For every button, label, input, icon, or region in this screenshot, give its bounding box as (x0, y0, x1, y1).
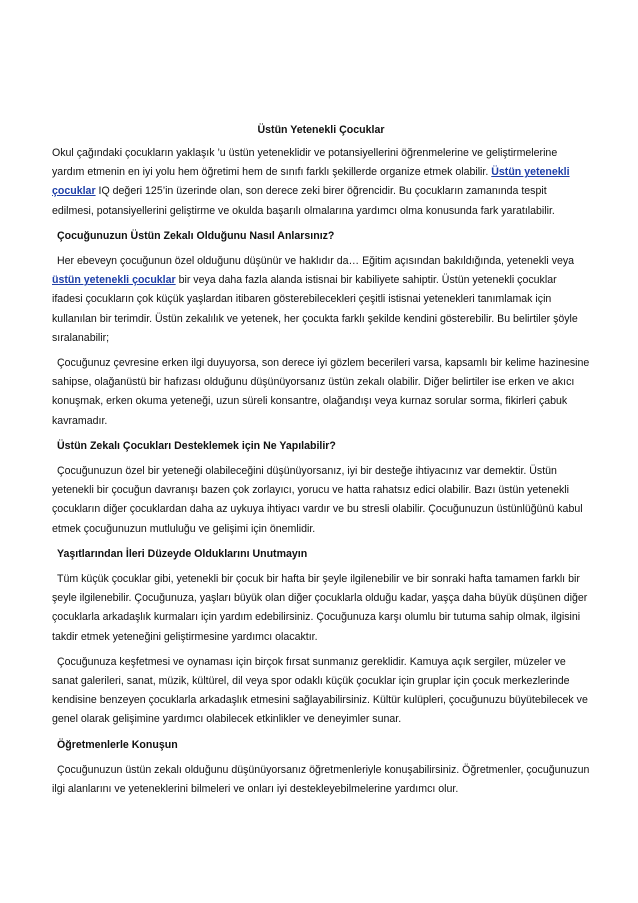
section-heading-peers: Yaşıtlarından İleri Düzeyde Olduklarını Unutmayın (57, 547, 308, 560)
section-heading-recognize: Çocuğunuzun Üstün Zekalı Olduğunu Nasıl Anlarsınız? (57, 229, 335, 242)
section1-link[interactable]: üstün yetenekli çocuklar (52, 274, 176, 287)
document-title: Üstün Yetenekli Çocuklar (257, 124, 385, 136)
section1-text-after: bir veya daha fazla alanda istisnai bir kabiliyete sahiptir. Üstün yetenekli çocuklar ifadesi çocukların çok küçük yaşlardan itibaren gösterebilecekleri çeşitli istisnai yetenekleri tanımlamak için kullanılan bir terimdir. Üstün zekalılık ve yetenek, her çocukta farklı şekilde kendini gösterebilir. Bu belirtiler şöyle sıralanabilir; (52, 274, 578, 344)
intro-text-before: Okul çağındaki çocukların yaklaşık ’u üstün yeteneklidir ve potansiyellerini öğrenmelerine ve geliştirmelerine yardım etmenin en iyi yolu hem öğretimi hem de sınıfı farklı şekillerde organize etmek olabilir. (52, 147, 558, 179)
intro-paragraph (52, 144, 590, 221)
intro-text-after: IQ değeri 125’in üzerinde olan, son derece zeki birer öğrencidir. Bu çocukların zamanında tespit edilmesi, potansiyellerini geliştirme ve okulda başarılı olmalarına yardımcı olma konusunda fark yaratılabilir. (52, 185, 555, 217)
document-body (52, 121, 590, 805)
section1-paragraph-2: Çocuğunuz çevresine erken ilgi duyuyorsa, son derece iyi gözlem becerileri varsa, kapsamlı bir kelime hazinesine sahipse, olağanüstü bir hafızası olduğunu düşünüyorsanız üstün zekalı olabilir. Diğer belirtiler ise erken ve akıcı konuşmak, erken okuma yeteneği, uzun süreli konsantre, olağandışı veya kurnaz sorular sorma, fikirleri çabuk kavramadır. (52, 357, 590, 427)
section3-paragraph-1: Tüm küçük çocuklar gibi, yetenekli bir çocuk bir hafta bir şeyle ilgilenebilir ve bir sonraki hafta tamamen farklı bir şeyle ilgilenebilir. Çocuğunuza, yaşları büyük olan diğer çocuklarla olduğu kadar, yaşça daha büyük düşünen diğer çocuklarla arkadaşlık kurmaları için yardım edebilirsiniz. Çocuğunuza karşı olumlu bir tutuma sahip olmak, ilgisini takdir etmek yeteneğini geliştirmesine yardımcı olacaktır. (52, 573, 588, 643)
section-heading-support: Üstün Zekalı Çocukları Desteklemek için Ne Yapılabilir? (57, 439, 336, 452)
section1-text-before: Her ebeveyn çocuğunun özel olduğunu düşünür ve haklıdır da… Eğitim açısından bakıldığında, yetenekli veya (57, 255, 575, 268)
intro-link[interactable]: Üstün yetenekli çocuklar (52, 166, 570, 198)
section4-paragraph-1: Çocuğunuzun üstün zekalı olduğunu düşünüyorsanız öğretmenleriyle konuşabilirsiniz. Öğretmenler, çocuğunuzun ilgi alanlarını ve yeteneklerini bilmeleri ve onları iyi destekleyebilmelerine yardımcı olur. (52, 763, 590, 796)
section2-paragraph-1: Çocuğunuzun özel bir yeteneği olabileceğini düşünüyorsanız, iyi bir desteğe ihtiyacınız var demektir. Üstün yetenekli bir çocuğun davranışı bazen çok zorlayıcı, yorucu ve hatta rahatsız edici olabilir. Bazı üstün yetenekli çocukların diğer çocuklardan daha az uykuya ihtiyacı vardır ve bu stresli olabilir. Çocuğunuzun üstünlüğünü kabul etmek çocuğunuzun mutluluğu ve gelişimi için önemlidir. (52, 465, 583, 535)
section-heading-teachers: Öğretmenlerle Konuşun (57, 738, 178, 751)
section3-paragraph-2: Çocuğunuza keşfetmesi ve oynaması için birçok fırsat sunmanız gereklidir. Kamuya açık sergiler, müzeler ve sanat galerileri, sanat, müzik, kültürel, dil veya spor odaklı küçük çocuklar için gruplar için çocuk merkezlerinde kendisine benzeyen çocuklarla arkadaşlık etmesini sağlayabilirsiniz. Kültür kulüpleri, çocuğunuzu büyütebilecek ve genel olarak gelişimine yardımcı olabilecek etkinlikler ve deneyimler sunar. (52, 655, 588, 726)
section1-paragraph-1 (52, 252, 590, 348)
